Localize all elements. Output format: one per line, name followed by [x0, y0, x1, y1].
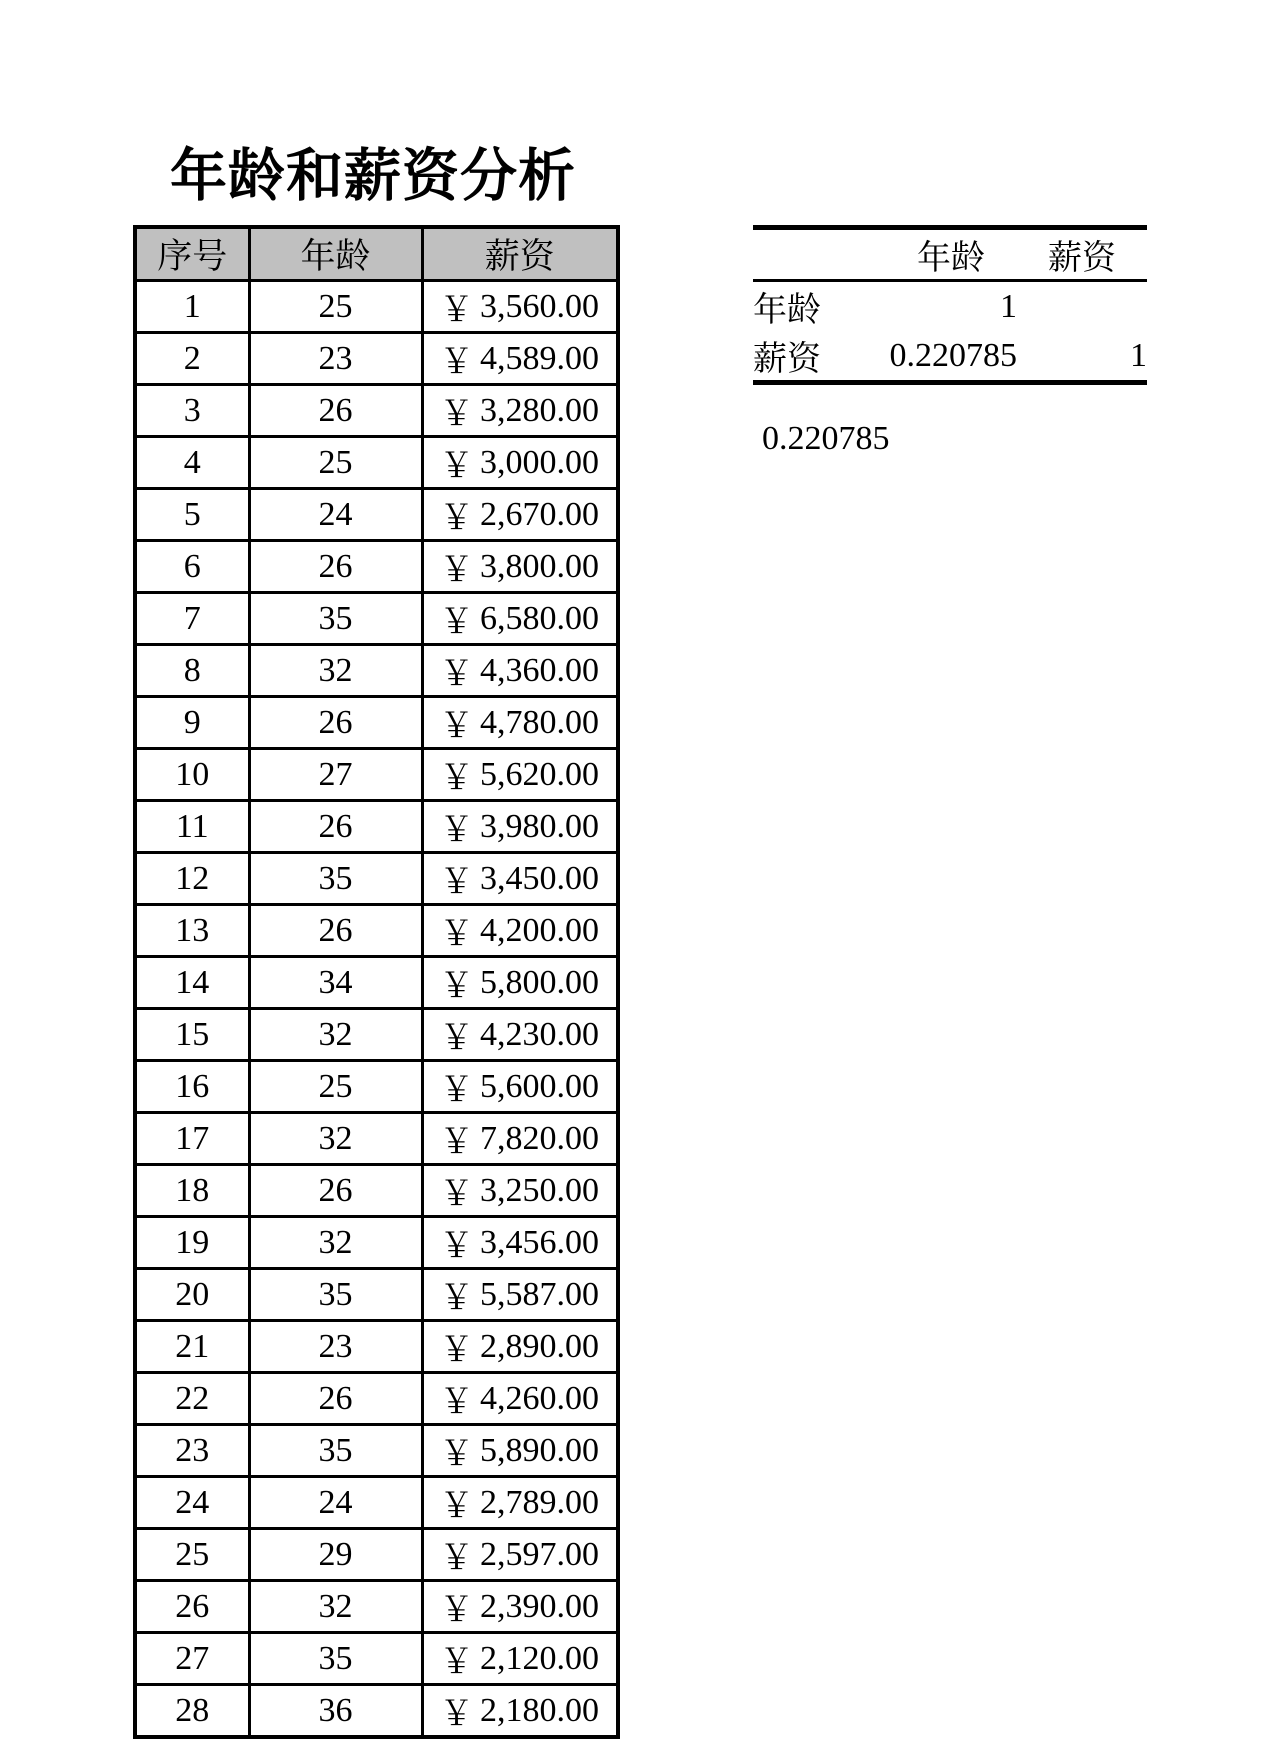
salary-amount: 3,560.00 [480, 287, 599, 325]
salary-amount: 5,587.00 [480, 1275, 599, 1313]
cell-no: 5 [135, 489, 249, 541]
salary-cell-content [424, 1322, 617, 1371]
cell-age: 35 [249, 853, 422, 905]
currency-symbol: ￥ [439, 1020, 474, 1057]
table-row [135, 385, 618, 437]
cell-salary [422, 1009, 618, 1061]
cell-salary [422, 645, 618, 697]
currency-symbol: ￥ [439, 500, 474, 537]
cell-salary [422, 1061, 618, 1113]
cell-age: 32 [249, 1009, 422, 1061]
cell-no: 20 [135, 1269, 249, 1321]
corr-row-label: 薪资 [753, 341, 821, 378]
cell-age: 25 [249, 281, 422, 333]
cell-no: 14 [135, 957, 249, 1009]
table-row [135, 593, 618, 645]
currency-symbol: ￥ [439, 708, 474, 745]
cell-age: 26 [249, 1165, 422, 1217]
cell-salary [422, 1321, 618, 1373]
age-salary-table [133, 225, 620, 1739]
cell-age: 32 [249, 645, 422, 697]
salary-amount: 4,260.00 [480, 1379, 599, 1417]
cell-age: 32 [249, 1113, 422, 1165]
table-row [135, 1373, 618, 1425]
page-title: 年龄和薪资分析 [170, 145, 576, 208]
salary-amount: 2,120.00 [480, 1639, 599, 1677]
table-row [135, 1217, 618, 1269]
cell-age: 24 [249, 489, 422, 541]
table-row [135, 333, 618, 385]
currency-symbol: ￥ [439, 1696, 474, 1733]
table-row [135, 1685, 618, 1738]
cell-no: 15 [135, 1009, 249, 1061]
cell-age: 35 [249, 593, 422, 645]
salary-amount: 2,597.00 [480, 1535, 599, 1573]
currency-symbol: ￥ [439, 864, 474, 901]
correlation-row [753, 331, 1147, 383]
salary-cell-content [424, 1582, 617, 1631]
cell-salary [422, 333, 618, 385]
cell-age: 34 [249, 957, 422, 1009]
salary-cell-content [424, 1062, 617, 1111]
cell-salary [422, 1269, 618, 1321]
salary-cell-content [424, 1010, 617, 1059]
cell-no: 4 [135, 437, 249, 489]
salary-cell-content [424, 1114, 617, 1163]
table-row [135, 1165, 618, 1217]
cell-salary [422, 697, 618, 749]
cell-age: 32 [249, 1217, 422, 1269]
salary-amount: 7,820.00 [480, 1119, 599, 1157]
salary-cell-content [424, 334, 617, 383]
cell-salary [422, 905, 618, 957]
currency-symbol: ￥ [439, 552, 474, 589]
table-body [135, 281, 618, 1738]
table-row [135, 801, 618, 853]
salary-amount: 4,360.00 [480, 651, 599, 689]
salary-cell-content [424, 1530, 617, 1579]
cell-salary [422, 1165, 618, 1217]
currency-symbol: ￥ [439, 1436, 474, 1473]
cell-no: 18 [135, 1165, 249, 1217]
cell-no: 7 [135, 593, 249, 645]
table-row [135, 437, 618, 489]
salary-cell-content [424, 594, 617, 643]
cell-age: 35 [249, 1633, 422, 1685]
table-header-row [135, 227, 618, 281]
correlation-coefficient-value: 0.220785 [762, 420, 890, 457]
cell-age: 26 [249, 905, 422, 957]
cell-age: 24 [249, 1477, 422, 1529]
cell-age: 25 [249, 437, 422, 489]
cell-age: 23 [249, 333, 422, 385]
salary-cell-content [424, 1634, 617, 1683]
correlation-table-body [753, 281, 1147, 383]
cell-salary [422, 281, 618, 333]
table-row [135, 905, 618, 957]
cell-no: 26 [135, 1581, 249, 1633]
cell-salary [422, 853, 618, 905]
table-row [135, 1269, 618, 1321]
salary-amount: 3,450.00 [480, 859, 599, 897]
salary-cell-content [424, 854, 617, 903]
cell-salary [422, 1529, 618, 1581]
correlation-row [753, 281, 1147, 332]
table-row [135, 1529, 618, 1581]
cell-salary [422, 1425, 618, 1477]
cell-no: 21 [135, 1321, 249, 1373]
cell-no: 1 [135, 281, 249, 333]
corr-header-age: 年龄 [885, 228, 1017, 281]
table-row [135, 853, 618, 905]
cell-salary [422, 801, 618, 853]
salary-cell-content [424, 958, 617, 1007]
cell-salary [422, 1373, 618, 1425]
table-row [135, 1581, 618, 1633]
cell-age: 26 [249, 385, 422, 437]
table-row [135, 1113, 618, 1165]
cell-salary [422, 1685, 618, 1738]
salary-cell-content [424, 802, 617, 851]
corr-salary-value: 1 [1130, 336, 1147, 374]
corr-salary-value [1017, 281, 1147, 332]
table-row [135, 541, 618, 593]
salary-amount: 4,200.00 [480, 911, 599, 949]
cell-age: 26 [249, 541, 422, 593]
currency-symbol: ￥ [439, 1228, 474, 1265]
salary-amount: 2,670.00 [480, 495, 599, 533]
salary-cell-content [424, 750, 617, 799]
currency-symbol: ￥ [439, 1592, 474, 1629]
salary-cell-content [424, 1166, 617, 1215]
cell-salary [422, 1581, 618, 1633]
salary-amount: 4,589.00 [480, 339, 599, 377]
cell-salary [422, 957, 618, 1009]
salary-amount: 5,890.00 [480, 1431, 599, 1469]
currency-symbol: ￥ [439, 1332, 474, 1369]
table-row [135, 1477, 618, 1529]
currency-symbol: ￥ [439, 812, 474, 849]
header-no: 序号 [135, 227, 249, 281]
salary-amount: 2,180.00 [480, 1691, 599, 1729]
currency-symbol: ￥ [439, 1644, 474, 1681]
cell-age: 35 [249, 1425, 422, 1477]
salary-amount: 3,980.00 [480, 807, 599, 845]
cell-age: 36 [249, 1685, 422, 1738]
cell-no: 22 [135, 1373, 249, 1425]
cell-no: 19 [135, 1217, 249, 1269]
cell-no: 13 [135, 905, 249, 957]
table-row [135, 1633, 618, 1685]
table-row [135, 1321, 618, 1373]
currency-symbol: ￥ [439, 292, 474, 329]
currency-symbol: ￥ [439, 1540, 474, 1577]
currency-symbol: ￥ [439, 448, 474, 485]
currency-symbol: ￥ [439, 760, 474, 797]
salary-amount: 2,890.00 [480, 1327, 599, 1365]
cell-no: 11 [135, 801, 249, 853]
corr-corner-cell [753, 228, 885, 281]
salary-amount: 4,230.00 [480, 1015, 599, 1053]
cell-no: 28 [135, 1685, 249, 1738]
currency-symbol: ￥ [439, 1176, 474, 1213]
salary-cell-content [424, 1270, 617, 1319]
cell-salary [422, 593, 618, 645]
cell-no: 9 [135, 697, 249, 749]
corr-row-label: 年龄 [753, 292, 821, 329]
currency-symbol: ￥ [439, 344, 474, 381]
corr-age-value: 1 [1000, 287, 1017, 325]
cell-no: 2 [135, 333, 249, 385]
salary-amount: 3,800.00 [480, 547, 599, 585]
correlation-header-row [753, 228, 1147, 281]
table-row [135, 1061, 618, 1113]
salary-amount: 4,780.00 [480, 703, 599, 741]
cell-no: 10 [135, 749, 249, 801]
cell-salary [422, 489, 618, 541]
currency-symbol: ￥ [439, 604, 474, 641]
salary-amount: 3,280.00 [480, 391, 599, 429]
cell-salary [422, 1633, 618, 1685]
table-row [135, 749, 618, 801]
salary-cell-content [424, 542, 617, 591]
table-row [135, 697, 618, 749]
cell-no: 3 [135, 385, 249, 437]
corr-age-value: 0.220785 [889, 336, 1017, 374]
salary-cell-content [424, 906, 617, 955]
cell-salary [422, 749, 618, 801]
salary-cell-content [424, 1426, 617, 1475]
salary-amount: 5,800.00 [480, 963, 599, 1001]
cell-no: 27 [135, 1633, 249, 1685]
table-row [135, 281, 618, 333]
header-age: 年龄 [249, 227, 422, 281]
salary-amount: 2,789.00 [480, 1483, 599, 1521]
cell-no: 23 [135, 1425, 249, 1477]
cell-no: 24 [135, 1477, 249, 1529]
cell-age: 26 [249, 697, 422, 749]
cell-no: 17 [135, 1113, 249, 1165]
cell-no: 16 [135, 1061, 249, 1113]
salary-cell-content [424, 698, 617, 747]
cell-no: 12 [135, 853, 249, 905]
currency-symbol: ￥ [439, 1072, 474, 1109]
currency-symbol: ￥ [439, 1124, 474, 1161]
cell-age: 29 [249, 1529, 422, 1581]
currency-symbol: ￥ [439, 1384, 474, 1421]
salary-amount: 5,620.00 [480, 755, 599, 793]
salary-cell-content [424, 1478, 617, 1527]
salary-cell-content [424, 1374, 617, 1423]
cell-age: 23 [249, 1321, 422, 1373]
cell-age: 26 [249, 801, 422, 853]
table-row [135, 957, 618, 1009]
salary-cell-content [424, 1218, 617, 1267]
cell-salary [422, 385, 618, 437]
cell-salary [422, 437, 618, 489]
salary-cell-content [424, 438, 617, 487]
salary-cell-content [424, 1686, 617, 1735]
correlation-table [753, 225, 1147, 385]
salary-amount: 5,600.00 [480, 1067, 599, 1105]
salary-cell-content [424, 646, 617, 695]
currency-symbol: ￥ [439, 656, 474, 693]
header-salary: 薪资 [422, 227, 618, 281]
cell-salary [422, 1217, 618, 1269]
table-row [135, 489, 618, 541]
cell-salary [422, 1477, 618, 1529]
cell-no: 8 [135, 645, 249, 697]
cell-no: 25 [135, 1529, 249, 1581]
cell-salary [422, 1113, 618, 1165]
cell-no: 6 [135, 541, 249, 593]
cell-age: 27 [249, 749, 422, 801]
salary-amount: 3,456.00 [480, 1223, 599, 1261]
currency-symbol: ￥ [439, 1488, 474, 1525]
salary-cell-content [424, 490, 617, 539]
cell-age: 26 [249, 1373, 422, 1425]
salary-cell-content [424, 282, 617, 331]
cell-age: 35 [249, 1269, 422, 1321]
currency-symbol: ￥ [439, 396, 474, 433]
cell-age: 32 [249, 1581, 422, 1633]
currency-symbol: ￥ [439, 968, 474, 1005]
salary-cell-content [424, 386, 617, 435]
cell-age: 25 [249, 1061, 422, 1113]
salary-amount: 2,390.00 [480, 1587, 599, 1625]
table-row [135, 1009, 618, 1061]
table-row [135, 1425, 618, 1477]
salary-amount: 3,000.00 [480, 443, 599, 481]
cell-salary [422, 541, 618, 593]
table-row [135, 645, 618, 697]
currency-symbol: ￥ [439, 1280, 474, 1317]
corr-header-salary: 薪资 [1017, 228, 1147, 281]
salary-amount: 6,580.00 [480, 599, 599, 637]
currency-symbol: ￥ [439, 916, 474, 953]
salary-amount: 3,250.00 [480, 1171, 599, 1209]
